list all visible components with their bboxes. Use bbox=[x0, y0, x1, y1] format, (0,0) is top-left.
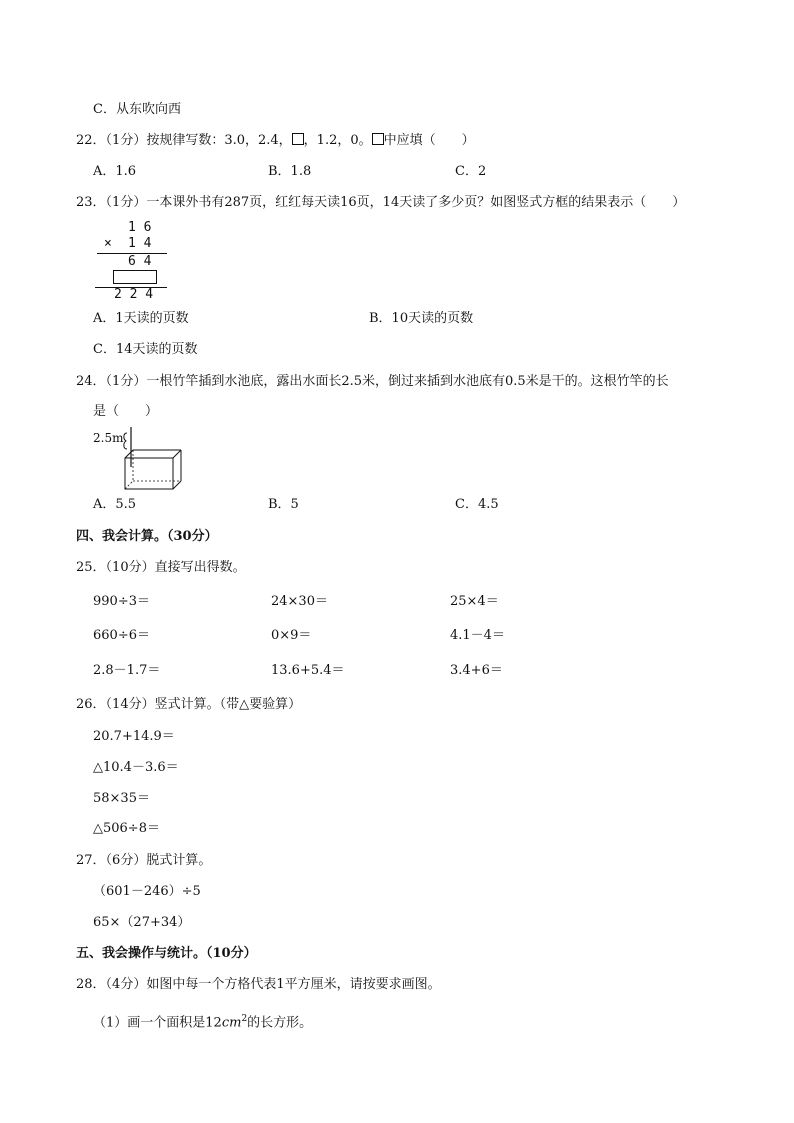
q22-option-c: C．2 bbox=[455, 164, 487, 179]
pool-figure-icon bbox=[93, 423, 193, 495]
q26-item: 58×35＝ bbox=[93, 791, 150, 806]
q25-item: 3.4+6＝ bbox=[450, 663, 503, 678]
vm-row1: 1 6 bbox=[128, 220, 152, 235]
vm-answer-box bbox=[113, 270, 157, 284]
q28-stem: 28．（4分）如图中每一个方格代表1平方厘米，请按要求画图。 bbox=[76, 977, 441, 992]
q22-stem-part2: ，1.2，0。 bbox=[303, 133, 372, 148]
q26-item: △10.4－3.6＝ bbox=[93, 760, 179, 775]
q25-item: 25×4＝ bbox=[450, 594, 499, 609]
q22-option-a: A．1.6 bbox=[93, 164, 137, 179]
vm-row5: 2 2 4 bbox=[114, 287, 154, 302]
q21-option-c: C．从东吹向西 bbox=[93, 102, 181, 117]
q27-item: （601－246）÷5 bbox=[93, 884, 201, 899]
q22-stem-part3: 中应填（ ） bbox=[383, 133, 475, 148]
section-4-title: 四、我会计算。（30分） bbox=[76, 529, 218, 544]
q25-item: 2.8－1.7＝ bbox=[93, 663, 161, 678]
q22-stem-part1: 22．（1分）按规律写数：3.0，2.4， bbox=[76, 133, 292, 148]
q25-item: 660÷6＝ bbox=[93, 628, 150, 643]
q23-option-a: A．1天读的页数 bbox=[93, 311, 189, 326]
q27-item: 65×（27+34） bbox=[93, 915, 191, 930]
q25-item: 4.1－4＝ bbox=[450, 628, 505, 643]
q23-option-c: C．14天读的页数 bbox=[93, 342, 198, 357]
figure-label: 2.5m bbox=[93, 431, 124, 445]
q23-option-b: B．10天读的页数 bbox=[369, 311, 474, 326]
q25-stem: 25．（10分）直接写出得数。 bbox=[76, 560, 246, 575]
area-unit-exponent: 2 bbox=[241, 1014, 248, 1024]
q25-item: 990÷3＝ bbox=[93, 594, 150, 609]
section-5-title: 五、我会操作与统计。（10分） bbox=[76, 946, 257, 961]
area-unit: cm bbox=[221, 1015, 242, 1031]
q22-stem bbox=[76, 132, 475, 150]
q23-stem: 23．（1分）一本课外书有287页，红红每天读16页，14天读了多少页？如图竖式方框的结果表示（ ） bbox=[76, 195, 686, 210]
q25-item: 0×9＝ bbox=[271, 628, 312, 643]
q24-stem-line2: 是（ ） bbox=[93, 404, 159, 419]
q23-vertical-multiplication bbox=[93, 220, 173, 300]
q24-option-a: A．5.5 bbox=[93, 497, 137, 512]
q24-pool-figure bbox=[93, 423, 193, 495]
q24-stem-line1: 24．（1分）一根竹竿插到水池底，露出水面长2.5米，倒过来插到水池底有0.5米是干的。这根竹竿的长 bbox=[76, 374, 669, 389]
q22-option-b: B．1.8 bbox=[268, 164, 312, 179]
blank-box-icon bbox=[372, 133, 384, 145]
vm-times-sign: × bbox=[104, 236, 112, 251]
q24-option-c: C．4.5 bbox=[455, 497, 499, 512]
q26-stem: 26．（14分）竖式计算。（带△要验算） bbox=[76, 697, 302, 712]
vm-row3: 6 4 bbox=[128, 254, 152, 269]
q25-item: 13.6+5.4＝ bbox=[271, 663, 345, 678]
q28-sub1 bbox=[93, 1010, 312, 1032]
q24-option-b: B．5 bbox=[268, 497, 299, 512]
q26-item: △506÷8＝ bbox=[93, 821, 160, 836]
q26-item: 20.7+14.9＝ bbox=[93, 729, 175, 744]
q25-item: 24×30＝ bbox=[271, 594, 328, 609]
vm-row2: 1 4 bbox=[128, 236, 152, 251]
q28-sub1-text-end: 的长方形。 bbox=[247, 1015, 313, 1031]
blank-box-icon bbox=[292, 133, 304, 145]
q28-sub1-text: （1）画一个面积是12 bbox=[93, 1015, 222, 1031]
q27-stem: 27．（6分）脱式计算。 bbox=[76, 853, 212, 868]
